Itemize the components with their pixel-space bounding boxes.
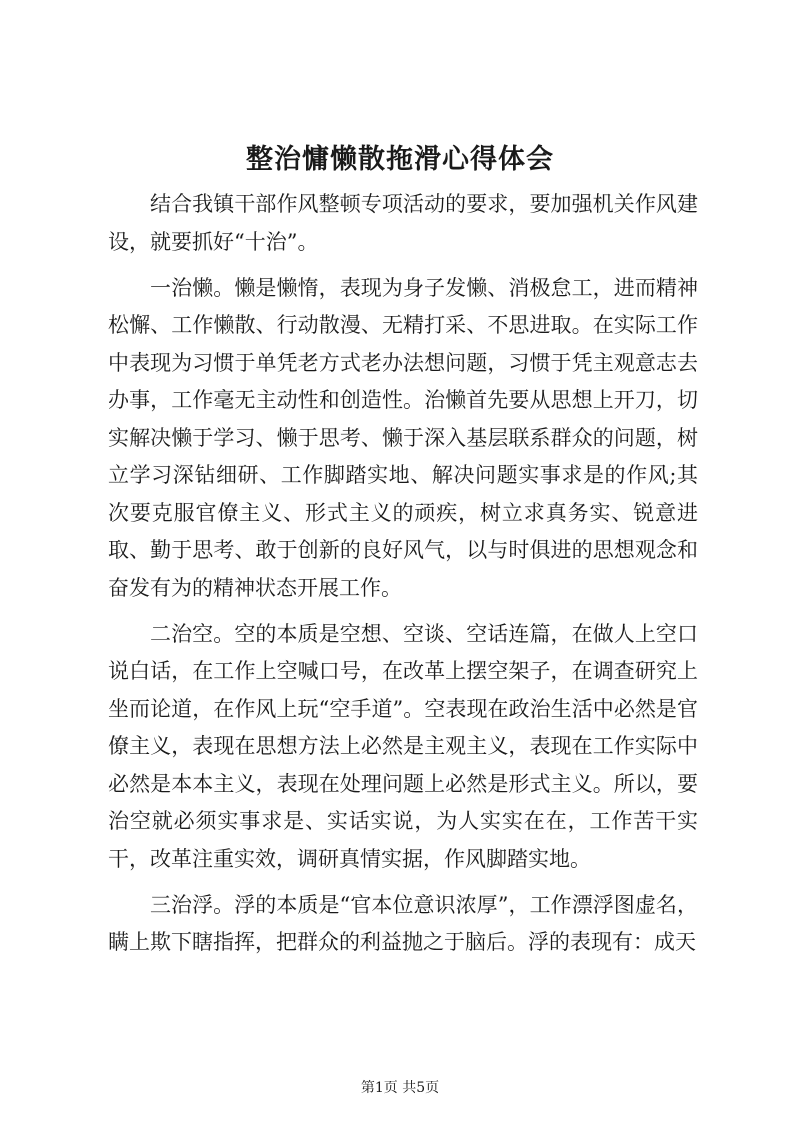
- document-body: [108, 186, 698, 970]
- document-title: 整治慵懒散拖滑心得体会: [246, 144, 554, 175]
- paragraph-intro: 结合我镇干部作风整顿专项活动的要求，要加强机关作风建设，就要抓好“十治”。: [108, 192, 698, 254]
- paragraph-empty: 二治空。空的本质是空想、空谈、空话连篇，在做人上空口说白话，在工作上空喊口号，在改革上摆空架子，在调查研究上坐而论道，在作风上玩“空手道”。空表现在政治生活中必然是官僚主义，表现在思想方法上必然是主观主义，表现在工作实际中必然是本本主义，表现在处理问题上必然是形式主义。所以，要治空就必须实事求是、实话实说，为人实实在在，工作苦干实干，改革注重实效，调研真情实据，作风脚踏实地。: [108, 621, 698, 871]
- paragraph-lazy: 一治懒。懒是懒惰，表现为身子发懒、消极怠工，进而精神松懈、工作懒散、行动散漫、无精打采、不思进取。在实际工作中表现为习惯于单凭老方式老办法想问题，习惯于凭主观意志去办事，工作毫无主动性和创造性。治懒首先要从思想上开刀，切实解决懒于学习、懒于思考、懒于深入基层联系群众的问题，树立学习深钻细研、工作脚踏实地、解决问题实事求是的作风;其次要克服官僚主义、形式主义的顽疾，树立求真务实、锐意进取、勤于思考、敢于创新的良好风气，以与时俱进的思想观念和奋发有为的精神状态开展工作。: [108, 275, 698, 600]
- page-footer: 第1页 共5页: [360, 1080, 440, 1096]
- paragraph-float: 三治浮。浮的本质是“官本位意识浓厚”，工作漂浮图虚名，瞒上欺下瞎指挥，把群众的利益抛之于脑后。浮的表现有：成天: [108, 892, 698, 954]
